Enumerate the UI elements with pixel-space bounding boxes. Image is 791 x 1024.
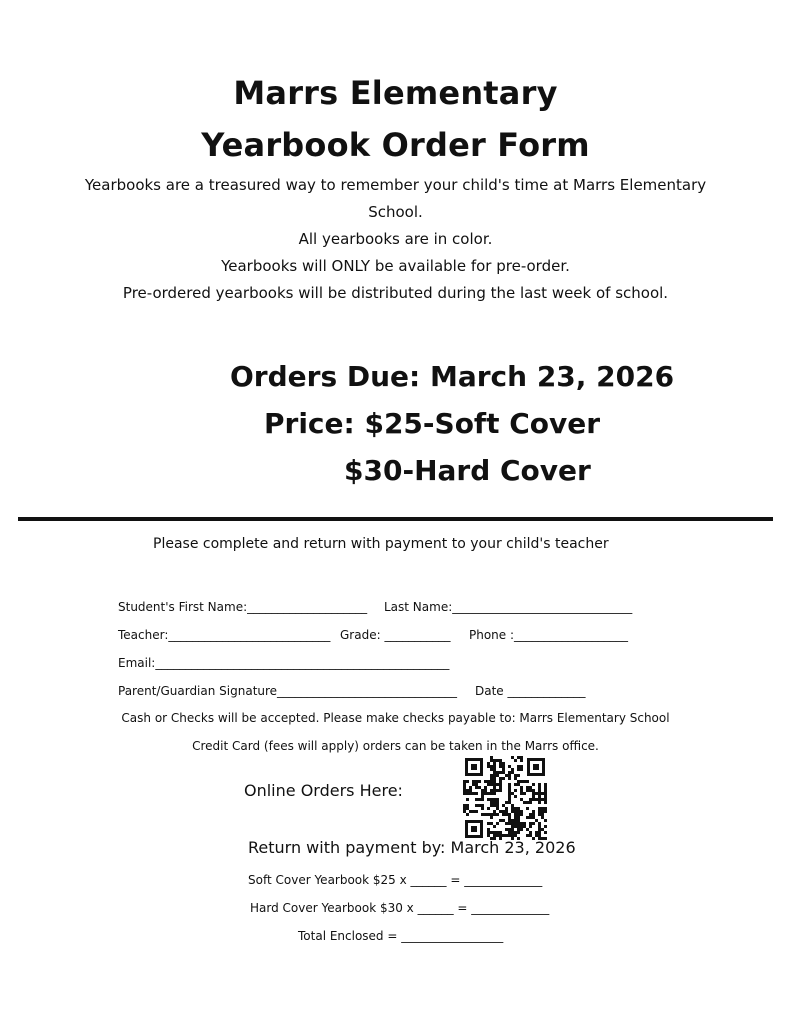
email-field[interactable]: Email:_________________________________________________	[118, 656, 450, 670]
payment-note: Cash or Checks will be accepted. Please make checks payable to: Marrs Elementary School	[121, 711, 670, 725]
qr-code-icon[interactable]	[463, 756, 547, 840]
price-soft-cover: Price: $25-Soft Cover	[264, 407, 601, 440]
intro-line-1: Yearbooks are a treasured way to remember your child's time at Marrs Elementary	[84, 176, 707, 194]
intro-line-4: Yearbooks will ONLY be available for pre-order.	[221, 257, 570, 275]
intro-line-3: All yearbooks are in color.	[298, 230, 493, 248]
price-hard-cover: $30-Hard Cover	[344, 454, 591, 487]
school-title: Marrs Elementary	[233, 74, 558, 112]
date-field[interactable]: Date _____________	[475, 684, 586, 698]
signature-field[interactable]: Parent/Guardian Signature______________________________	[118, 684, 458, 698]
hard-cover-order-line[interactable]: Hard Cover Yearbook $30 x ______ = _____________	[250, 901, 550, 915]
form-title: Yearbook Order Form	[201, 126, 590, 164]
form-instructions: Please complete and return with payment to your child's teacher	[153, 536, 609, 552]
last-name-field[interactable]: Last Name:______________________________	[384, 600, 633, 614]
soft-cover-order-line[interactable]: Soft Cover Yearbook $25 x ______ = _____________	[248, 873, 543, 887]
orders-due: Orders Due: March 23, 2026	[230, 360, 675, 393]
teacher-field[interactable]: Teacher:___________________________	[118, 628, 331, 642]
phone-field[interactable]: Phone :___________________	[469, 628, 629, 642]
return-by-line: Return with payment by: March 23, 2026	[248, 838, 576, 857]
credit-card-note: Credit Card (fees will apply) orders can be taken in the Marrs office.	[192, 739, 599, 753]
total-enclosed-line[interactable]: Total Enclosed = _________________	[298, 929, 504, 943]
first-name-field[interactable]: Student's First Name:____________________	[118, 600, 368, 614]
online-orders-label: Online Orders Here:	[244, 781, 403, 800]
intro-line-2: School.	[368, 203, 423, 221]
section-divider	[18, 517, 773, 521]
intro-line-5: Pre-ordered yearbooks will be distributed during the last week of school.	[122, 284, 669, 302]
grade-field[interactable]: Grade: ___________	[340, 628, 451, 642]
